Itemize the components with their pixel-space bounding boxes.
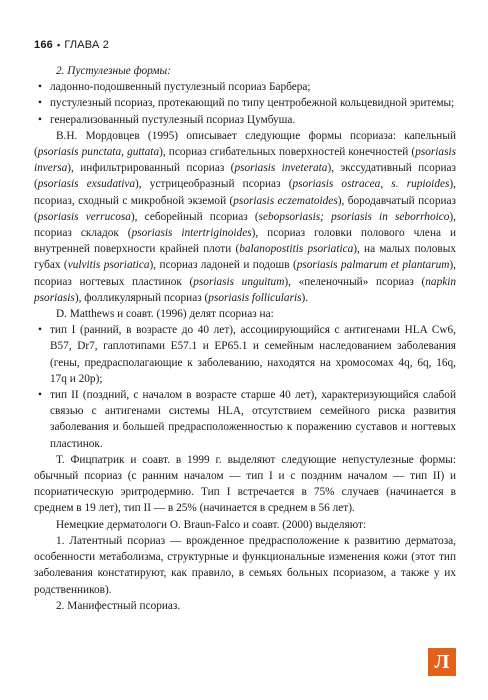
bullet-icon: • bbox=[38, 389, 42, 402]
running-header bbox=[34, 38, 456, 52]
chapter-title: ГЛАВА 2 bbox=[64, 39, 110, 51]
list-item: • тип I (ранний, в возрасте до 40 лет), ассоциирующийся с антигенами HLA Cw6, B57, Dr7, гаплотипами E57.1 и EP65.1 и семейным наследованием заболевания (гены, предрасполагающие к заболеванию, находятся на хромосомах 4q, 6q, 16q, 17q и 20p); bbox=[38, 324, 456, 385]
bullet-icon: • bbox=[38, 324, 42, 337]
list-item: • тип II (поздний, с началом в возрасте старше 40 лет), характеризующийся слабой связью с антигенами системы HLA, отсутствием семейного риска развития заболевания и большей предрасположенностью к поражению суставов и ногтевых пластинок. bbox=[38, 389, 456, 450]
fitzpatrick-paragraph: Т. Фицпатрик и соавт. в 1999 г. выделяют следующие непустулезные формы: обычный псориаз (с ранним началом — тип I и с поздним началом — тип II) и псориатическую эритродермию. Тип I встречается в 75% случаев (начинается в среднем в 19 лет), тип II — в 25% (начинается в среднем в 56 лет). bbox=[34, 453, 456, 515]
matthews-list bbox=[34, 322, 456, 452]
braun-falco-item-manifest: 2. Манифестный псориаз. bbox=[56, 599, 181, 612]
header-separator: • bbox=[56, 40, 61, 50]
list-item: • ладонно-подошвенный пустулезный псориаз Барбера; bbox=[34, 79, 456, 95]
publisher-logo-icon: Л bbox=[428, 648, 456, 676]
bullet-icon: • bbox=[38, 97, 42, 110]
page-body bbox=[34, 63, 456, 614]
page-number: 166 bbox=[34, 39, 53, 51]
pustular-list bbox=[34, 79, 456, 128]
list-item: • пустулезный псориаз, протекающий по типу центробежной кольцевидной эритемы; bbox=[34, 95, 456, 111]
bullet-icon: • bbox=[38, 113, 42, 126]
pustular-section-title: 2. Пустулезные формы: bbox=[56, 65, 171, 77]
list-item: • генерализованный пустулезный псориаз Цумбуша. bbox=[34, 112, 456, 128]
mordovtsev-paragraph: В.Н. Мордовцев (1995) описывает следующие формы псориаза: капельный (psoriasis punctata, guttata), псориаз сгибательных поверхностей конечностей (psoriasis inversa), инфильтрированный псориаз (psoriasis inveterata), экссудативный псориаз (psoriasis exsudativa), устрицеобразный псориаз (psoriasis ostracea, s. rupioides), псориаз, сходный с микробной экземой (psoriasis eczematoides), бородавчатый псориаз (psoriasis verrucosa), себорейный псориаз (sebopsoriasis; psoriasis in seborrhoico), псориаз складок (psoriasis intertriginoides), псориаз головки полового члена и внутренней поверхности крайней плоти (balanopostitis psoriatica), на малых половых губах (vulvitis psoriatica), псориаз ладоней и подошв (psoriasis palmarum et plantarum), псориаз ногтевых пластинок (psoriasis unguitum), «пеленочный» псориаз (napkin psoriasis), фолликулярный псориаз (psoriasis follicularis). bbox=[34, 129, 457, 304]
braun-falco-intro: Немецкие дерматологи O. Braun-Falco и соавт. (2000) выделяют: bbox=[56, 518, 367, 531]
matthews-intro: D. Matthews и соавт. (1996) делят псориаз на: bbox=[56, 308, 274, 321]
braun-falco-item-latent: 1. Латентный псориаз — врожденное предрасположение к развитию дерматоза, особенности метаболизма, структурные и функциональные изменения кожи (этот тип заболевания констатируют, как правило, в семьях больных псориазом, а также у их родственников). bbox=[34, 534, 456, 596]
bullet-icon: • bbox=[38, 81, 42, 94]
